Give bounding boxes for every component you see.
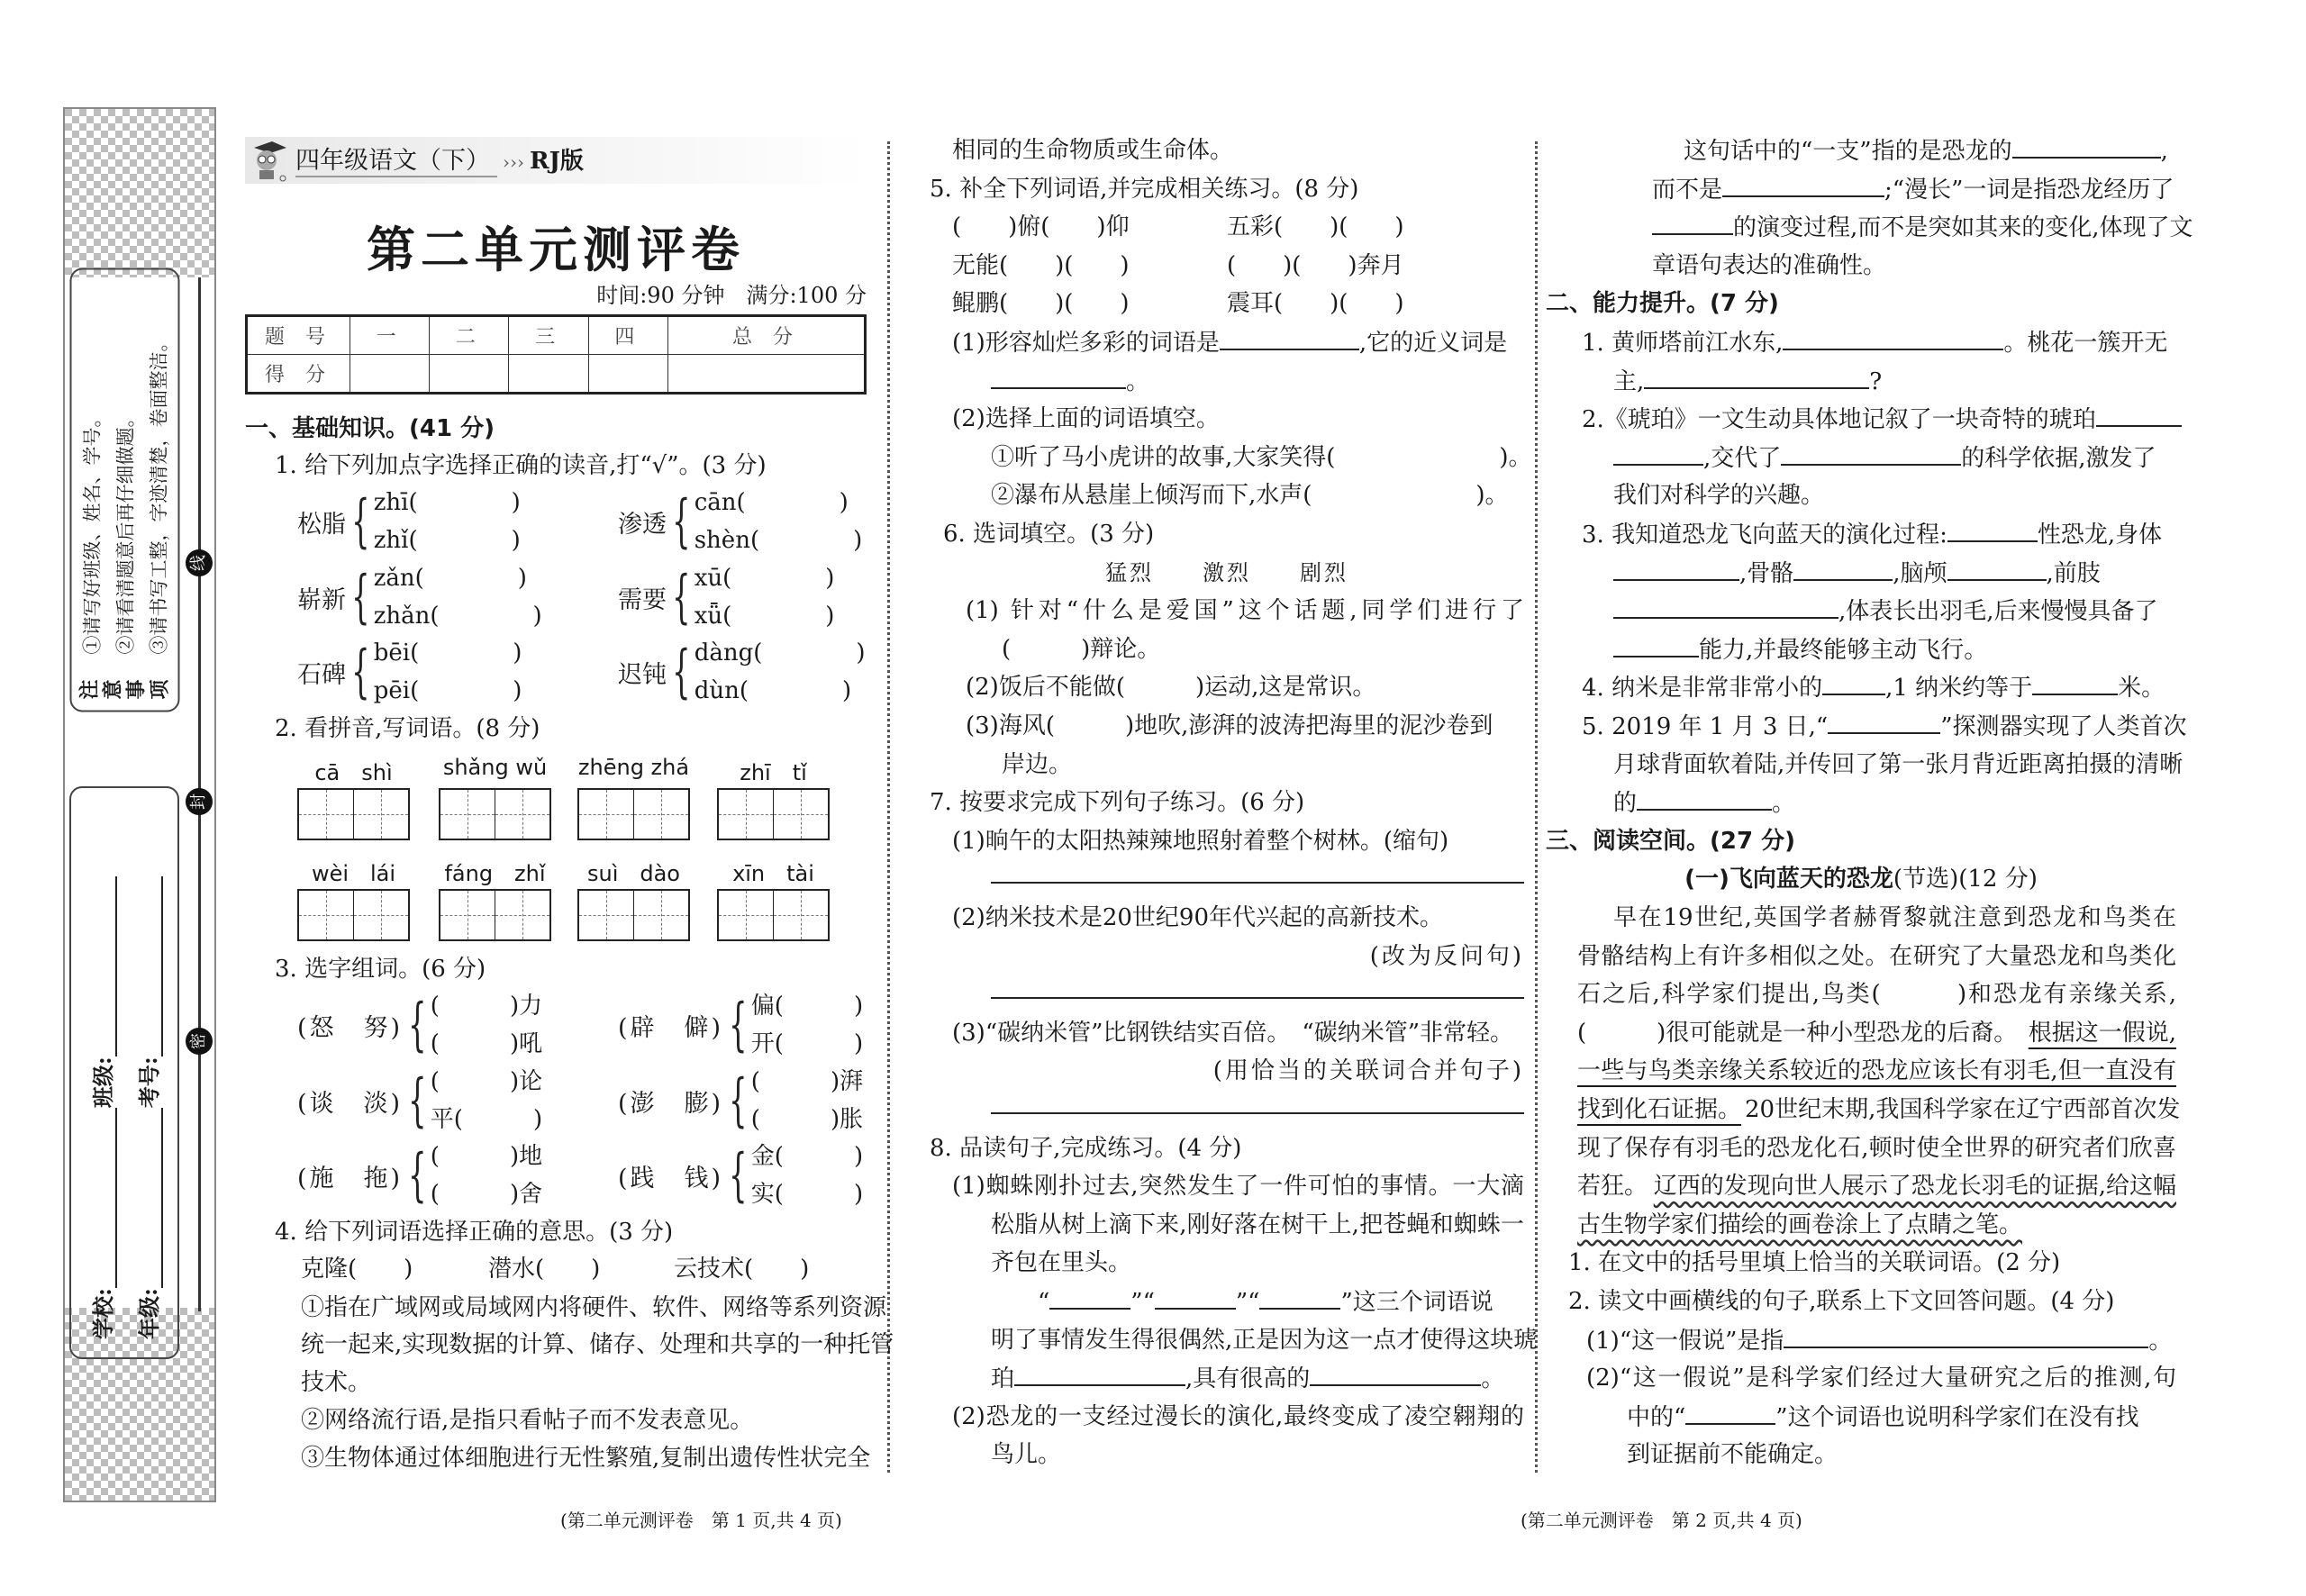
passage-text: 若狂。 [1577, 1173, 1648, 1201]
writing-grid[interactable] [717, 889, 830, 941]
pinyin-choice [618, 559, 834, 635]
question: 2. 看拼音,写词语。(8 分) [275, 715, 540, 742]
answer-blank[interactable] [1685, 1398, 1775, 1425]
note-item: ②请看清题意后再仔细做题。 [114, 408, 137, 655]
pinyin-label: suì dào [586, 861, 680, 886]
answer-blank[interactable] [1310, 1359, 1481, 1386]
fill-sentence[interactable]: ①听了马小虎讲的故事,大家笑得( )。 [991, 443, 1532, 471]
pinyin-choice [618, 634, 866, 710]
question: 3. 选字组词。(6 分) [275, 956, 486, 983]
answer-blank[interactable] [991, 362, 1126, 389]
answer-blank[interactable] [1220, 323, 1359, 350]
passage-text: 骨骼结构上有许多相似之处。在研究了大量恐龙和鸟类化 [1577, 942, 2176, 970]
blank-item[interactable]: ( )湃 [750, 1068, 864, 1095]
text: 。 [2148, 1327, 2173, 1355]
answer-blank[interactable] [1828, 707, 1940, 734]
pinyin-label: cā shì [314, 760, 393, 785]
text-line: 我们对科学的兴趣。 [1613, 482, 1825, 510]
decorative-pattern-top [65, 109, 214, 277]
answer-blank[interactable] [1784, 1321, 2148, 1348]
class-label: 班级: [90, 1056, 116, 1109]
brace-icon: { [729, 1067, 748, 1134]
question: 4. 给下列词语选择正确的意思。(3 分) [275, 1219, 674, 1246]
text: ,前肢 [2046, 559, 2101, 587]
word-blank[interactable]: 克隆( ) [301, 1256, 413, 1283]
answer-blank[interactable] [1014, 1359, 1185, 1386]
option[interactable]: zhǎn( ) [373, 603, 542, 630]
question: 1. 在文中的括号里填上恰当的关联词语。(2 分) [1568, 1249, 2061, 1277]
answer-blank[interactable] [1644, 362, 1869, 389]
question: 8. 品读句子,完成练习。(4 分) [930, 1134, 1242, 1162]
word-blank[interactable]: 云技术( ) [674, 1256, 810, 1283]
score-cell[interactable] [350, 355, 430, 394]
text-line: (2)纳米技术是20世纪90年代兴起的高新技术。 [952, 904, 1443, 931]
char-pair: (施 拖) [297, 1164, 404, 1192]
definition-text: ①指在广域网或局域网内将硬件、软件、网络等系列资源 [301, 1294, 887, 1321]
brace-icon: { [351, 488, 370, 555]
word: 崭新 [297, 585, 346, 614]
word: 松脂 [297, 510, 346, 539]
text: 3. 我知道恐龙飞向蓝天的演化过程: [1582, 521, 1947, 549]
writing-grid[interactable] [577, 889, 690, 941]
answer-blank[interactable] [1947, 515, 2038, 542]
page-footer: (第二单元测评卷 第 2 页,共 4 页) [1521, 1510, 1802, 1531]
text: 。 [1126, 367, 1150, 395]
underlined-sentence: 根据这一假说, [2028, 1019, 2176, 1047]
question: 1. 给下列加点字选择正确的读音,打“√”。(3 分) [275, 452, 767, 479]
answer-blank[interactable] [1822, 668, 1885, 695]
pinyin-label: shǎng wǔ [442, 755, 548, 780]
text: ;“漫长”一词是指恐龙经历了 [1884, 176, 2174, 204]
brace-icon: { [351, 639, 370, 705]
table-header: 四 [588, 316, 667, 355]
text: 1. 黄师塔前江水东, [1582, 330, 1784, 357]
book-title: 四年级语文（下） [295, 141, 497, 177]
answer-blank[interactable] [1049, 1283, 1130, 1310]
text-line: (1)晌午的太阳热辣辣地照射着整个树林。(缩句) [952, 827, 1449, 855]
blank-item[interactable]: 金( ) [750, 1143, 864, 1170]
option[interactable]: dàng( ) [694, 639, 866, 667]
text: ”这三个词语说 [1340, 1289, 1493, 1316]
option[interactable]: dùn( ) [694, 677, 852, 704]
brace-icon: { [408, 1142, 427, 1209]
text: 能力,并最终能够主动飞行。 [1699, 636, 1988, 664]
answer-blank[interactable] [2032, 668, 2118, 695]
passage-text: 现了保存有羽毛的恐龙化石,顿时使全世界的研究者们欣喜 [1577, 1134, 2176, 1162]
word-blank[interactable]: 潜水( ) [488, 1256, 601, 1283]
text: 。 [1772, 790, 1796, 818]
option[interactable]: zǎn( ) [373, 565, 527, 592]
answer-blank[interactable] [1652, 208, 1733, 235]
text-line: (2)选择上面的词语填空。 [952, 405, 1220, 433]
text: , [2160, 138, 2168, 165]
fill-sentence[interactable]: (3)海风( )地吹,澎湃的波涛把海里的泥沙卷到 [966, 712, 1493, 739]
grade-label: 年级: [136, 1288, 162, 1339]
text: ? [1869, 367, 1883, 395]
text: ,脑颅 [1893, 559, 1947, 587]
instruction-hint: (用恰当的关联词合并句子) [1212, 1057, 1524, 1085]
blank-item[interactable]: ( )论 [430, 1068, 543, 1095]
answer-line[interactable] [991, 1112, 1524, 1114]
brace-icon: { [408, 992, 427, 1058]
score-cell[interactable] [509, 355, 588, 394]
char-pair: (践 钱) [618, 1164, 724, 1192]
blank-item[interactable]: 实( ) [750, 1181, 864, 1208]
writing-grid[interactable] [439, 788, 551, 840]
word: 迟钝 [618, 660, 667, 689]
table-header: 三 [509, 316, 588, 355]
word: 渗透 [618, 510, 667, 539]
student-info-box [69, 786, 179, 1359]
brace-icon: { [672, 564, 691, 630]
blank-item[interactable]: 平( ) [430, 1106, 543, 1133]
blank-item[interactable]: ( )胀 [750, 1106, 864, 1133]
blank-item[interactable]: 开( ) [750, 1030, 864, 1057]
text-line: (1) 针对“什么是爱国”这个话题,同学们进行了 [966, 597, 1524, 625]
answer-line[interactable] [991, 882, 1524, 884]
seal-line-icon: 线 [186, 549, 213, 576]
pinyin-label: fáng zhǐ [444, 861, 546, 886]
brace-icon: { [729, 1142, 748, 1209]
text: 珀 [991, 1365, 1015, 1393]
definition-text: ③生物体通过体细胞进行无性繁殖,复制出遗传性状完全 [301, 1445, 871, 1472]
text: 4. 纳米是非常非常小的 [1582, 675, 1823, 703]
writing-grid[interactable] [717, 788, 830, 840]
score-cell[interactable] [667, 355, 865, 394]
pinyin-choice [297, 634, 522, 710]
passage-title: (一)飞向蓝天的恐龙 [1684, 866, 1893, 893]
table-header: 题 号 [247, 316, 350, 355]
char-choice [618, 1138, 863, 1213]
writing-grid[interactable] [297, 889, 410, 941]
question: 5. 补全下列词语,并完成相关练习。(8 分) [930, 175, 1359, 203]
text: 主, [1613, 367, 1645, 395]
char-choice [297, 1063, 542, 1138]
notes-box [70, 268, 180, 712]
brace-icon: { [729, 992, 748, 1058]
answer-blank[interactable] [1259, 1283, 1340, 1310]
text: “ [1038, 1289, 1050, 1316]
text: ”这个词语也说明科学家们在没有找 [1775, 1403, 2139, 1431]
writing-grid[interactable] [297, 788, 410, 840]
text-line: (2)“这一假说”是科学家们经过大量研究之后的推测,句 [1586, 1365, 2176, 1392]
blank-item[interactable]: ( )吼 [430, 1030, 543, 1057]
char-pair: (谈 淡) [297, 1089, 404, 1118]
text: ,它的近义词是 [1358, 330, 1508, 357]
instruction-hint: (改为反问句) [1369, 942, 1524, 970]
quote-text: 齐包在里头。 [991, 1249, 1132, 1277]
quote-text: (1)蜘蛛刚扑过去,突然发生了一件可怕的事情。一大滴 [952, 1173, 1524, 1201]
idiom-blank[interactable]: ( )( )奔月 [1227, 251, 1404, 279]
seal-secret-icon: 密 [186, 1028, 213, 1055]
blank-item[interactable]: 偏( ) [750, 993, 864, 1020]
fill-sentence[interactable]: (2)饭后不能做( )运动,这是常识。 [966, 674, 1376, 702]
quote-text: 松脂从树上滴下来,刚好落在树干上,把苍蝇和蜘蛛一 [991, 1211, 1524, 1238]
arrows-icon: ››› [503, 151, 524, 173]
table-header: 一 [350, 316, 430, 355]
pinyin-label: wèi lái [311, 861, 396, 886]
score-cell[interactable] [588, 355, 667, 394]
wavy-underlined-sentence: 辽西的发现向世人展示了恐龙长羽毛的证据,给这幅 [1653, 1173, 2176, 1201]
answer-blank[interactable] [1155, 1283, 1236, 1310]
book-header [245, 137, 867, 184]
class-field[interactable] [90, 876, 117, 1056]
text-line: 相同的生命物质或生命体。 [952, 137, 1234, 164]
writing-grid[interactable] [577, 788, 690, 840]
section-title: 三、阅读空间。(27 分) [1546, 827, 1795, 855]
note-item: ①请写好班级、姓名、学号。 [81, 408, 104, 655]
blank-item[interactable]: ( )地 [430, 1143, 543, 1170]
page-title: 第二单元测评卷 [367, 221, 745, 278]
text: 的科学依据,激发了 [1961, 444, 2156, 472]
text-line: (3)“碳纳米管”比钢铁结实百倍。 “碳纳米管”非常轻。 [952, 1019, 1513, 1047]
text: (1)“这一假说”是指 [1586, 1327, 1784, 1355]
text: 的演变过程,而不是突如其来的变化,体现了文 [1733, 214, 2193, 242]
text: ,1 纳米约等于 [1885, 675, 2033, 703]
table-header: 二 [430, 316, 509, 355]
char-pair: (怒 努) [297, 1013, 404, 1042]
word: 石碑 [297, 660, 346, 689]
text: ”“ [1235, 1289, 1260, 1316]
question: 7. 按要求完成下列句子练习。(6 分) [930, 789, 1305, 817]
passage-text[interactable]: ( )很可能就是一种小型恐龙的后裔。 [1577, 1019, 2018, 1047]
answer-blank[interactable] [1793, 554, 1893, 581]
section-title: 二、能力提升。(7 分) [1546, 290, 1779, 318]
idiom-blank[interactable]: ( )俯( )仰 [952, 213, 1130, 241]
char-choice [297, 1138, 542, 1213]
fill-sentence[interactable]: ( )辩论。 [1002, 635, 1161, 663]
word: 需要 [618, 585, 667, 614]
option[interactable]: zhǐ( ) [373, 527, 521, 554]
answer-blank[interactable] [1613, 592, 1838, 619]
char-choice [297, 987, 542, 1063]
brace-icon: { [672, 488, 691, 555]
text-line: 明了事情发生得很偶然,正是因为这一点才使得这块琥 [991, 1326, 1538, 1354]
blank-item[interactable]: ( )舍 [430, 1181, 543, 1208]
answer-blank[interactable] [1613, 554, 1739, 581]
exam-number-label: 考号: [136, 1056, 162, 1109]
quote-text: (2)恐龙的一支经过漫长的演化,最终变成了凌空翱翔的 [952, 1402, 1524, 1430]
answer-blank[interactable] [1783, 323, 2003, 350]
pinyin-choice [618, 484, 862, 559]
text: 米。 [2118, 675, 2165, 703]
passage-text: 早在19世纪,英国学者赫胥黎就注意到恐龙和鸟类在 [1613, 904, 2176, 931]
idiom-blank[interactable]: 鲲鹏( )( ) [952, 290, 1130, 318]
wavy-underlined-sentence: 古生物学家们描绘的画卷涂上了点睛之笔。 [1577, 1211, 2023, 1238]
text: 中的“ [1627, 1403, 1686, 1431]
school-label: 学校: [90, 1288, 116, 1339]
notes-label: 注意事项 [77, 670, 172, 700]
pinyin-choice [297, 559, 542, 635]
text: 2.《琥珀》一文生动具体地记叙了一块奇特的琥珀 [1582, 406, 2096, 434]
text-line: 月球背面软着陆,并传回了第一张月背近距离拍摄的清晰 [1613, 750, 2183, 778]
definition-text: 技术。 [301, 1369, 372, 1396]
pinyin-label: zhēng zhá [577, 755, 690, 780]
option[interactable]: xū( ) [694, 565, 835, 592]
passage-note: (节选)(12 分) [1893, 866, 2038, 893]
text: 这句话中的“一支”指的是恐龙的 [1684, 138, 2012, 165]
answer-blank[interactable] [1781, 439, 1961, 466]
pinyin-choice [297, 484, 521, 559]
text: ”“ [1130, 1289, 1155, 1316]
edition-label: RJ版 [530, 148, 584, 175]
text: 的 [1613, 790, 1638, 818]
idiom-blank[interactable]: 无能( )( ) [952, 251, 1130, 279]
quote-text: 鸟儿。 [991, 1441, 1062, 1469]
score-table [245, 314, 867, 394]
question: 2. 读文中画横线的句子,联系上下文回答问题。(4 分) [1568, 1288, 2115, 1315]
definition-text: ②网络流行语,是指只看帖子而不发表意见。 [301, 1407, 754, 1434]
option[interactable]: bēi( ) [373, 639, 522, 667]
answer-blank[interactable] [2096, 400, 2182, 427]
option[interactable]: xǖ( ) [694, 603, 835, 630]
score-cell[interactable] [430, 355, 509, 394]
definition-text: 统一起来,实现数据的计算、储存、处理和共享的一种托管 [301, 1331, 894, 1358]
word-bank: 猛烈 激烈 剧烈 [1105, 559, 1348, 585]
option[interactable]: pēi( ) [373, 677, 522, 704]
section-title: 一、基础知识。(41 分) [245, 415, 495, 442]
answer-blank[interactable] [1637, 784, 1772, 811]
passage-text: 20世纪末期,我国科学家在辽宁西部首次发 [1745, 1096, 2181, 1123]
text: 5. 2019 年 1 月 3 日,“ [1582, 713, 1829, 740]
text: ,体表长出羽毛,后来慢慢具备了 [1838, 598, 2158, 626]
text-line: 到证据前不能确定。 [1627, 1441, 1838, 1469]
mascot-icon [249, 139, 288, 182]
pinyin-label: xīn tài [732, 861, 814, 886]
seal-seal-icon: 封 [186, 788, 213, 815]
answer-blank[interactable] [1947, 554, 2047, 581]
text-line: 章语句表达的准确性。 [1652, 251, 1887, 279]
answer-blank[interactable] [1613, 439, 1703, 466]
char-pair: (辟 僻) [618, 1013, 724, 1042]
page-footer: (第二单元测评卷 第 1 页,共 4 页) [560, 1510, 842, 1531]
fill-sentence[interactable]: ②瀑布从悬崖上倾泻而下,水声( )。 [991, 482, 1509, 510]
exam-number-field[interactable] [136, 876, 163, 1056]
column-divider [887, 141, 890, 1473]
text: 。 [1481, 1365, 1505, 1393]
idiom-blank[interactable]: 五彩( )( ) [1227, 213, 1404, 241]
option[interactable]: cān( ) [694, 489, 849, 516]
text: 而不是 [1652, 176, 1723, 204]
writing-grid[interactable] [439, 889, 551, 941]
text: ,交代了 [1703, 444, 1782, 472]
brace-icon: { [408, 1067, 427, 1134]
grade-field[interactable] [136, 1108, 163, 1288]
text: ,骨骼 [1739, 559, 1794, 587]
char-choice [618, 987, 863, 1063]
text: 。桃花一簇开无 [2003, 330, 2168, 357]
idiom-blank[interactable]: 震耳( )( ) [1227, 290, 1404, 318]
note-item: ③请书写工整，字迹清楚，卷面整洁。 [148, 332, 170, 655]
brace-icon: { [351, 564, 370, 630]
pinyin-label: zhī tǐ [740, 760, 807, 785]
answer-line[interactable] [991, 997, 1524, 999]
answer-blank[interactable] [1722, 170, 1884, 197]
char-pair: (澎 膨) [618, 1089, 724, 1118]
option[interactable]: zhī( ) [373, 489, 521, 516]
blank-item[interactable]: ( )力 [430, 993, 543, 1020]
answer-blank[interactable] [2012, 131, 2161, 159]
char-choice [618, 1063, 863, 1138]
brace-icon: { [672, 639, 691, 705]
exam-meta: 时间:90 分钟 满分:100 分 [596, 283, 867, 308]
school-field[interactable] [90, 1108, 117, 1288]
underlined-sentence: 找到化石证据。 [1577, 1096, 1742, 1123]
text: ,具有很高的 [1185, 1365, 1311, 1393]
text: ”探测器实现了人类首次 [1940, 713, 2187, 740]
text-line: 岸边。 [1002, 750, 1073, 778]
option[interactable]: shèn( ) [694, 527, 863, 554]
passage-text[interactable]: 石之后,科学家们提出,鸟类( )和恐龙有亲缘关系, [1577, 981, 2176, 1009]
table-header: 总 分 [667, 316, 865, 355]
answer-blank[interactable] [1613, 630, 1699, 657]
question: 6. 选词填空。(3 分) [943, 521, 1155, 548]
text: (1)形容灿烂多彩的词语是 [952, 330, 1220, 357]
table-row-label: 得 分 [247, 355, 350, 394]
text: 性恐龙,身体 [2037, 521, 2163, 549]
underlined-sentence: 一些与鸟类亲缘关系较近的恐龙应该长有羽毛,但一直没有 [1577, 1057, 2176, 1085]
column-divider [1535, 141, 1538, 1473]
